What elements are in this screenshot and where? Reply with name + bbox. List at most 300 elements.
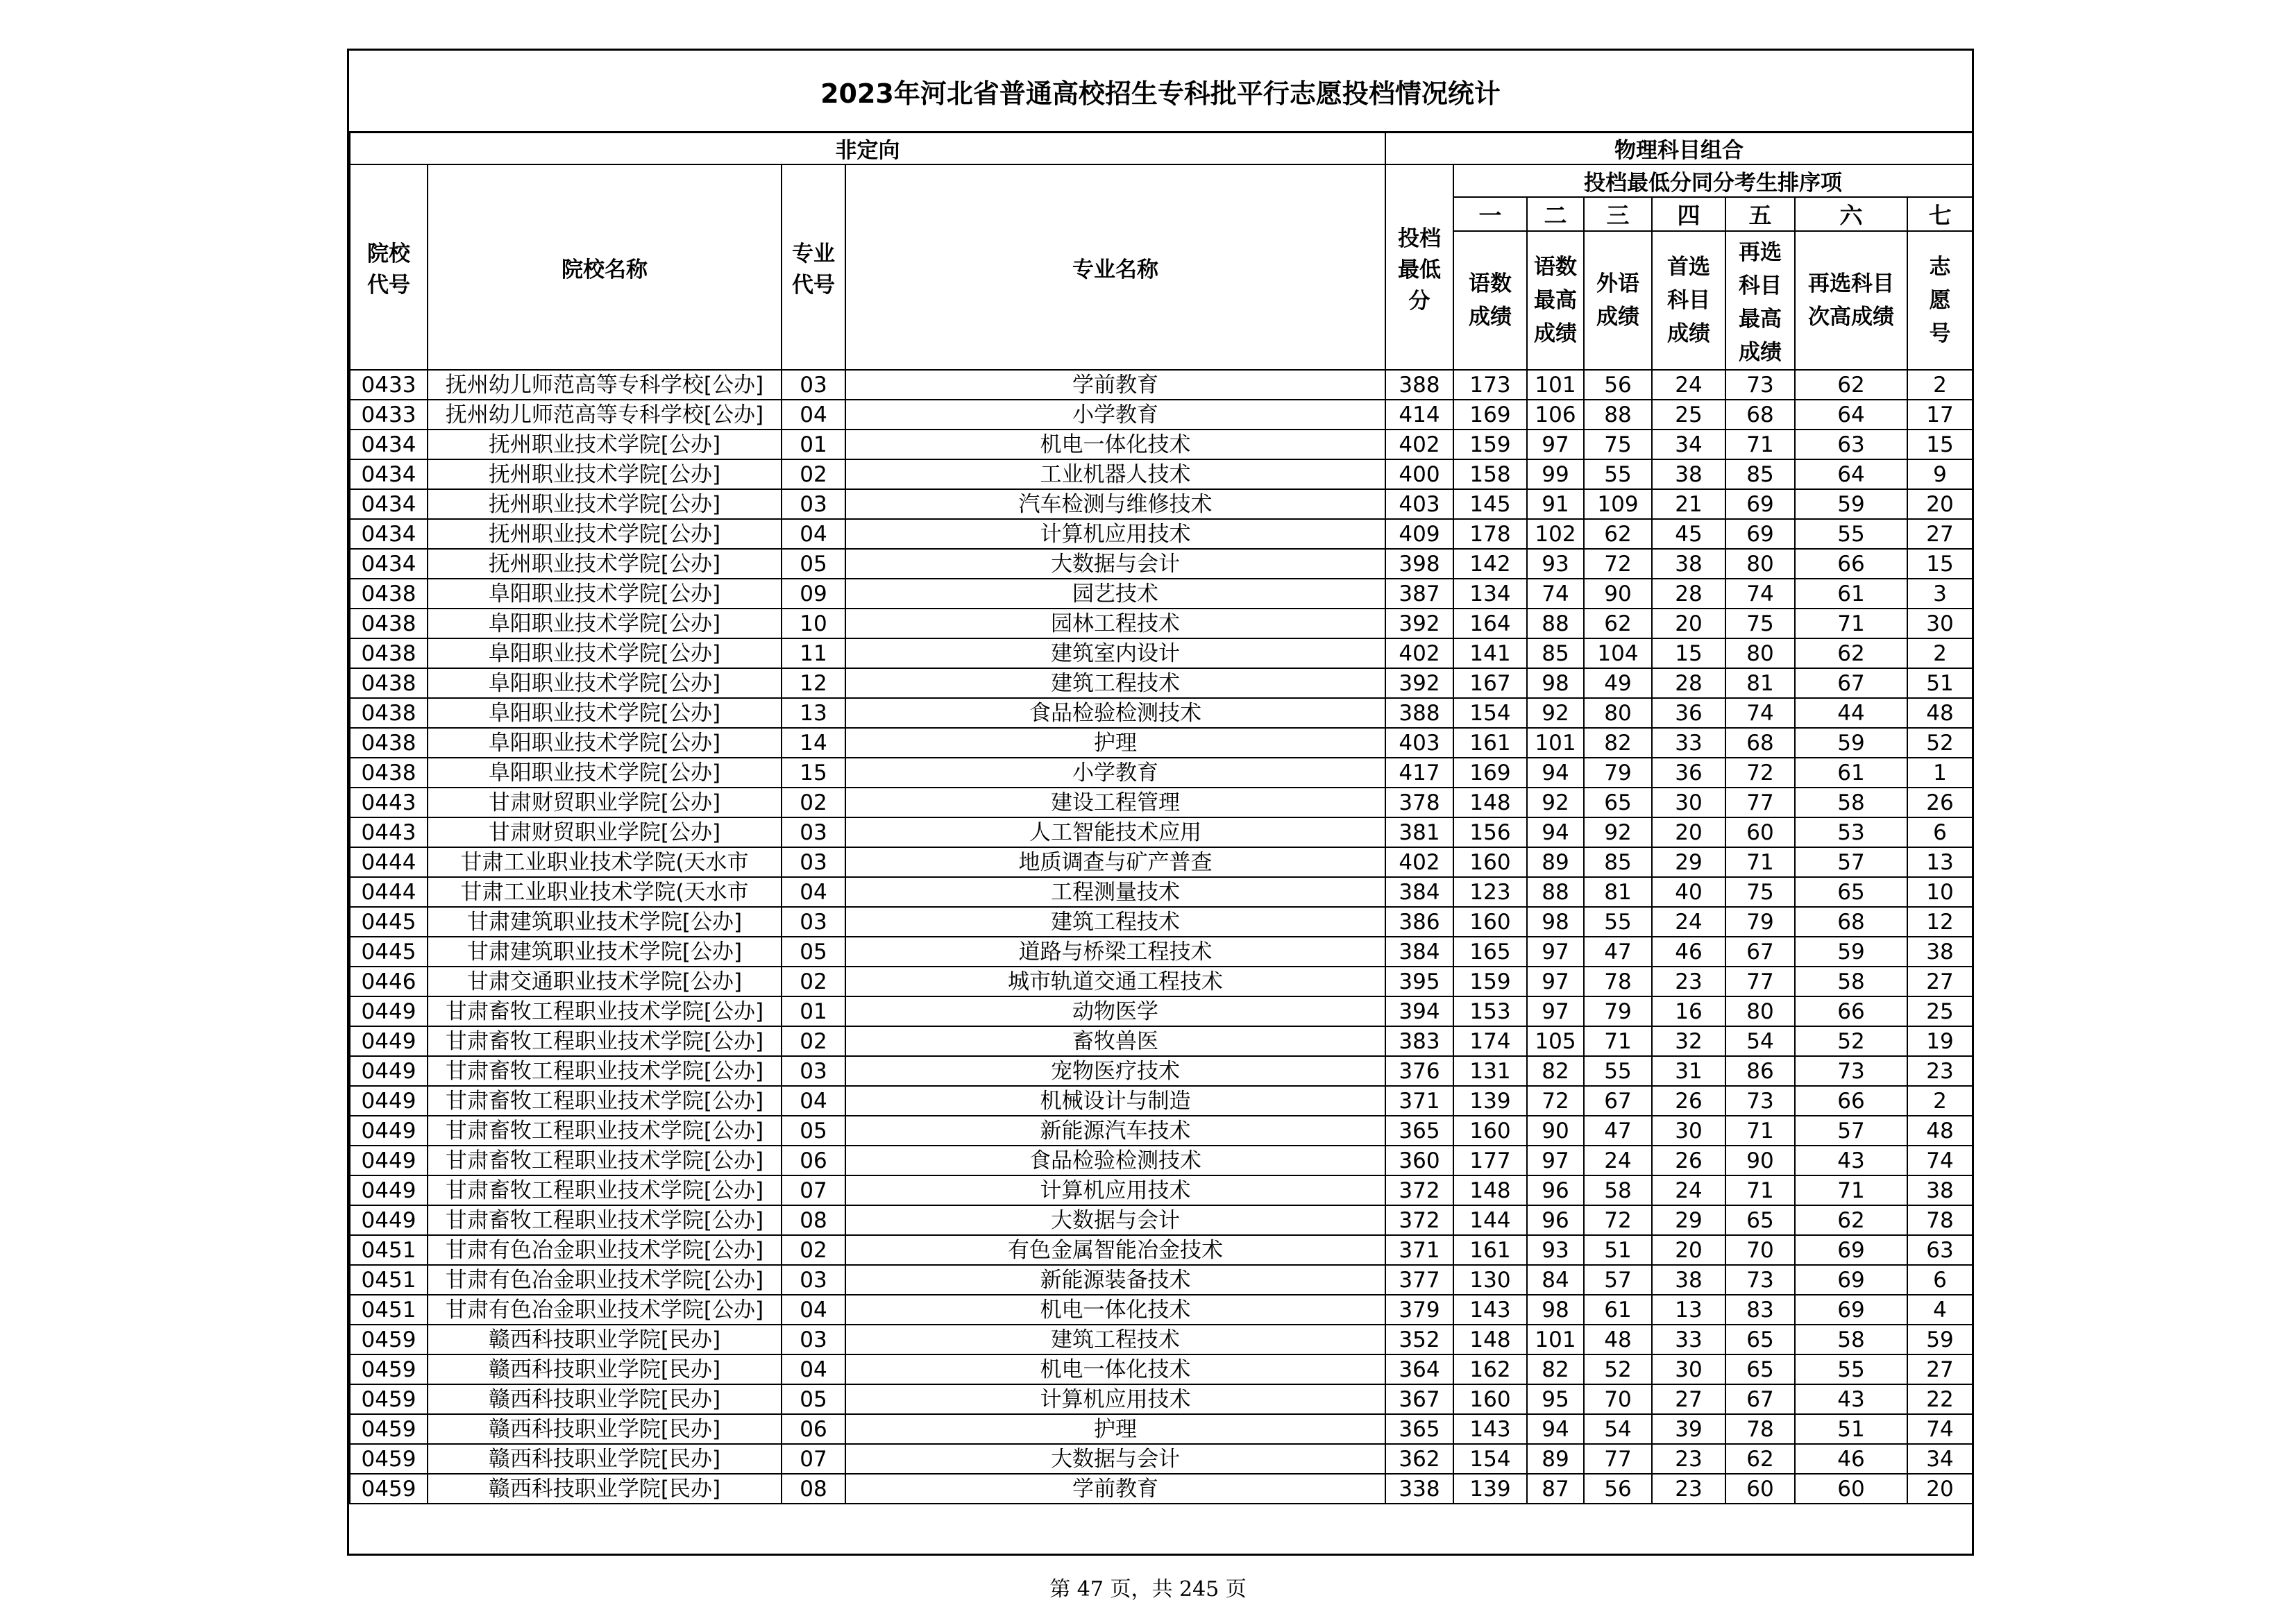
- cell-major-name: 动物医学: [845, 996, 1385, 1026]
- cell-major-name: 机电一体化技术: [845, 1354, 1385, 1384]
- cell-major-code: 12: [782, 668, 845, 698]
- cell-school-name: 甘肃有色冶金职业技术学院[公办]: [428, 1295, 782, 1325]
- cell-school-name: 赣西科技职业学院[民办]: [428, 1414, 782, 1444]
- cell-elective-max: 70: [1725, 1235, 1795, 1265]
- cell-school-code: 0438: [350, 609, 428, 638]
- cell-chinese-math-score: 174: [1453, 1026, 1527, 1056]
- cell-elective-second: 64: [1795, 400, 1907, 430]
- cell-school-name: 赣西科技职业学院[民办]: [428, 1325, 782, 1354]
- cell-major-code: 03: [782, 817, 845, 847]
- cell-major-code: 15: [782, 758, 845, 788]
- cell-chinese-math-score: 161: [1453, 728, 1527, 758]
- cell-elective-max: 68: [1725, 400, 1795, 430]
- cell-preference-number: 15: [1907, 430, 1973, 459]
- cell-chinese-math-score: 153: [1453, 996, 1527, 1026]
- cell-foreign-language: 67: [1584, 1086, 1652, 1116]
- cell-major-name: 建设工程管理: [845, 788, 1385, 817]
- cell-school-code: 0449: [350, 1146, 428, 1175]
- cell-elective-second: 55: [1795, 1354, 1907, 1384]
- cell-first-subject: 20: [1652, 1235, 1725, 1265]
- cell-min-score: 417: [1385, 758, 1453, 788]
- cell-major-name: 宠物医疗技术: [845, 1056, 1385, 1086]
- table-row: [350, 1295, 1973, 1325]
- table-row: [350, 1444, 1973, 1474]
- cell-preference-number: 27: [1907, 519, 1973, 549]
- cell-major-name: 城市轨道交通工程技术: [845, 967, 1385, 996]
- cell-elective-max: 77: [1725, 967, 1795, 996]
- cell-elective-second: 58: [1795, 967, 1907, 996]
- cell-foreign-language: 75: [1584, 430, 1652, 459]
- cell-min-score: 394: [1385, 996, 1453, 1026]
- cell-chinese-math-score: 162: [1453, 1354, 1527, 1384]
- cell-major-code: 03: [782, 1325, 845, 1354]
- cell-chinese-math-score: 160: [1453, 1384, 1527, 1414]
- cell-major-name: 大数据与会计: [845, 1444, 1385, 1474]
- cell-preference-number: 20: [1907, 489, 1973, 519]
- cell-chinese-math-max: 92: [1527, 698, 1584, 728]
- cell-major-code: 03: [782, 370, 845, 400]
- cell-elective-second: 46: [1795, 1444, 1907, 1474]
- cell-chinese-math-max: 101: [1527, 370, 1584, 400]
- cell-foreign-language: 55: [1584, 459, 1652, 489]
- cell-major-name: 建筑工程技术: [845, 1325, 1385, 1354]
- cell-preference-number: 27: [1907, 1354, 1973, 1384]
- cell-school-code: 0438: [350, 758, 428, 788]
- cell-foreign-language: 85: [1584, 847, 1652, 877]
- cell-chinese-math-max: 96: [1527, 1205, 1584, 1235]
- cell-foreign-language: 55: [1584, 1056, 1652, 1086]
- cell-school-name: 抚州幼儿师范高等专科学校[公办]: [428, 400, 782, 430]
- cell-elective-max: 85: [1725, 459, 1795, 489]
- cell-major-code: 14: [782, 728, 845, 758]
- cell-min-score: 372: [1385, 1175, 1453, 1205]
- cell-elective-max: 71: [1725, 1175, 1795, 1205]
- header-school-code: 院校代号: [350, 164, 428, 370]
- cell-school-code: 0438: [350, 668, 428, 698]
- cell-school-name: 阜阳职业技术学院[公办]: [428, 579, 782, 609]
- cell-chinese-math-score: 144: [1453, 1205, 1527, 1235]
- header-major-name: 专业名称: [845, 164, 1385, 370]
- cell-school-code: 0433: [350, 400, 428, 430]
- cell-major-name: 学前教育: [845, 1474, 1385, 1504]
- cell-foreign-language: 90: [1584, 579, 1652, 609]
- cell-preference-number: 19: [1907, 1026, 1973, 1056]
- table-row: [350, 937, 1973, 967]
- cell-major-name: 道路与桥梁工程技术: [845, 937, 1385, 967]
- cell-school-code: 0446: [350, 967, 428, 996]
- cell-preference-number: 1: [1907, 758, 1973, 788]
- cell-preference-number: 74: [1907, 1146, 1973, 1175]
- cell-preference-number: 10: [1907, 877, 1973, 907]
- cell-foreign-language: 51: [1584, 1235, 1652, 1265]
- cell-chinese-math-score: 167: [1453, 668, 1527, 698]
- cell-major-code: 07: [782, 1175, 845, 1205]
- cell-foreign-language: 62: [1584, 519, 1652, 549]
- cell-first-subject: 32: [1652, 1026, 1725, 1056]
- table-row: [350, 1235, 1973, 1265]
- cell-elective-second: 59: [1795, 937, 1907, 967]
- cell-major-name: 汽车检测与维修技术: [845, 489, 1385, 519]
- cell-major-code: 03: [782, 1056, 845, 1086]
- cell-elective-second: 44: [1795, 698, 1907, 728]
- cell-chinese-math-max: 94: [1527, 758, 1584, 788]
- cell-school-name: 阜阳职业技术学院[公办]: [428, 668, 782, 698]
- cell-min-score: 388: [1385, 370, 1453, 400]
- cell-elective-max: 71: [1725, 1116, 1795, 1146]
- table-row: [350, 817, 1973, 847]
- cell-preference-number: 9: [1907, 459, 1973, 489]
- header-order-6: 六: [1795, 197, 1907, 231]
- cell-major-name: 新能源汽车技术: [845, 1116, 1385, 1146]
- table-row: [350, 698, 1973, 728]
- cell-foreign-language: 88: [1584, 400, 1652, 430]
- page-footer: 第 47 页，共 245 页: [1049, 1577, 1247, 1601]
- cell-school-name: 甘肃建筑职业技术学院[公办]: [428, 937, 782, 967]
- cell-chinese-math-max: 101: [1527, 728, 1584, 758]
- cell-school-code: 0434: [350, 519, 428, 549]
- cell-school-name: 抚州幼儿师范高等专科学校[公办]: [428, 370, 782, 400]
- cell-school-code: 0459: [350, 1384, 428, 1414]
- cell-elective-second: 59: [1795, 728, 1907, 758]
- table-row: [350, 400, 1973, 430]
- cell-min-score: 392: [1385, 668, 1453, 698]
- cell-elective-second: 61: [1795, 579, 1907, 609]
- cell-foreign-language: 82: [1584, 728, 1652, 758]
- cell-foreign-language: 61: [1584, 1295, 1652, 1325]
- cell-chinese-math-max: 98: [1527, 907, 1584, 937]
- cell-foreign-language: 57: [1584, 1265, 1652, 1295]
- cell-preference-number: 78: [1907, 1205, 1973, 1235]
- cell-first-subject: 21: [1652, 489, 1725, 519]
- cell-foreign-language: 109: [1584, 489, 1652, 519]
- cell-min-score: 403: [1385, 489, 1453, 519]
- cell-elective-second: 62: [1795, 638, 1907, 668]
- cell-foreign-language: 72: [1584, 549, 1652, 579]
- cell-min-score: 379: [1385, 1295, 1453, 1325]
- cell-first-subject: 30: [1652, 1116, 1725, 1146]
- cell-school-name: 甘肃交通职业技术学院[公办]: [428, 967, 782, 996]
- cell-school-code: 0459: [350, 1325, 428, 1354]
- cell-first-subject: 26: [1652, 1086, 1725, 1116]
- table-row: [350, 1056, 1973, 1086]
- cell-foreign-language: 77: [1584, 1444, 1652, 1474]
- cell-major-code: 08: [782, 1474, 845, 1504]
- cell-min-score: 378: [1385, 788, 1453, 817]
- cell-elective-second: 71: [1795, 1175, 1907, 1205]
- cell-foreign-language: 47: [1584, 937, 1652, 967]
- cell-elective-max: 73: [1725, 370, 1795, 400]
- cell-min-score: 414: [1385, 400, 1453, 430]
- cell-chinese-math-score: 130: [1453, 1265, 1527, 1295]
- table-body: [350, 370, 1973, 1504]
- cell-school-code: 0449: [350, 1056, 428, 1086]
- cell-chinese-math-max: 90: [1527, 1116, 1584, 1146]
- cell-first-subject: 29: [1652, 847, 1725, 877]
- cell-chinese-math-score: 142: [1453, 549, 1527, 579]
- cell-elective-second: 69: [1795, 1265, 1907, 1295]
- cell-elective-max: 73: [1725, 1086, 1795, 1116]
- cell-school-code: 0449: [350, 1175, 428, 1205]
- cell-elective-max: 71: [1725, 847, 1795, 877]
- cell-first-subject: 33: [1652, 1325, 1725, 1354]
- cell-chinese-math-max: 82: [1527, 1056, 1584, 1086]
- header-first-subject: 首选科目成绩: [1652, 231, 1725, 370]
- cell-first-subject: 15: [1652, 638, 1725, 668]
- cell-preference-number: 22: [1907, 1384, 1973, 1414]
- table-row: [350, 758, 1973, 788]
- cell-elective-second: 67: [1795, 668, 1907, 698]
- cell-min-score: 402: [1385, 638, 1453, 668]
- cell-elective-second: 66: [1795, 1086, 1907, 1116]
- table-row: [350, 1474, 1973, 1504]
- cell-school-name: 抚州职业技术学院[公办]: [428, 430, 782, 459]
- cell-min-score: 409: [1385, 519, 1453, 549]
- header-order-5: 五: [1725, 197, 1795, 231]
- cell-chinese-math-max: 105: [1527, 1026, 1584, 1056]
- cell-preference-number: 13: [1907, 847, 1973, 877]
- cell-school-code: 0449: [350, 1086, 428, 1116]
- cell-preference-number: 6: [1907, 1265, 1973, 1295]
- cell-first-subject: 29: [1652, 1205, 1725, 1235]
- cell-school-code: 0449: [350, 1205, 428, 1235]
- cell-min-score: 381: [1385, 817, 1453, 847]
- cell-first-subject: 24: [1652, 907, 1725, 937]
- cell-major-code: 06: [782, 1146, 845, 1175]
- cell-chinese-math-max: 74: [1527, 579, 1584, 609]
- cell-preference-number: 15: [1907, 549, 1973, 579]
- cell-preference-number: 48: [1907, 698, 1973, 728]
- cell-school-name: 赣西科技职业学院[民办]: [428, 1474, 782, 1504]
- header-order-4: 四: [1652, 197, 1725, 231]
- cell-school-name: 阜阳职业技术学院[公办]: [428, 758, 782, 788]
- cell-major-name: 机电一体化技术: [845, 1295, 1385, 1325]
- cell-major-code: 10: [782, 609, 845, 638]
- cell-elective-max: 69: [1725, 489, 1795, 519]
- cell-elective-max: 54: [1725, 1026, 1795, 1056]
- cell-min-score: 384: [1385, 877, 1453, 907]
- cell-preference-number: 6: [1907, 817, 1973, 847]
- cell-school-name: 赣西科技职业学院[民办]: [428, 1444, 782, 1474]
- cell-min-score: 365: [1385, 1116, 1453, 1146]
- cell-first-subject: 20: [1652, 817, 1725, 847]
- cell-chinese-math-score: 143: [1453, 1414, 1527, 1444]
- cell-major-code: 04: [782, 519, 845, 549]
- cell-elective-second: 43: [1795, 1384, 1907, 1414]
- cell-first-subject: 25: [1652, 400, 1725, 430]
- header-order-3: 三: [1584, 197, 1652, 231]
- cell-elective-max: 80: [1725, 996, 1795, 1026]
- cell-school-name: 甘肃畜牧工程职业技术学院[公办]: [428, 1146, 782, 1175]
- cell-first-subject: 23: [1652, 1444, 1725, 1474]
- cell-school-name: 抚州职业技术学院[公办]: [428, 519, 782, 549]
- cell-school-name: 甘肃有色冶金职业技术学院[公办]: [428, 1235, 782, 1265]
- table-row: [350, 370, 1973, 400]
- cell-school-code: 0444: [350, 877, 428, 907]
- cell-chinese-math-score: 160: [1453, 907, 1527, 937]
- cell-chinese-math-score: 159: [1453, 967, 1527, 996]
- table-row: [350, 549, 1973, 579]
- cell-preference-number: 38: [1907, 1175, 1973, 1205]
- cell-elective-second: 66: [1795, 549, 1907, 579]
- cell-major-name: 护理: [845, 1414, 1385, 1444]
- cell-foreign-language: 81: [1584, 877, 1652, 907]
- cell-elective-max: 67: [1725, 937, 1795, 967]
- cell-chinese-math-max: 88: [1527, 609, 1584, 638]
- cell-chinese-math-max: 95: [1527, 1384, 1584, 1414]
- cell-first-subject: 23: [1652, 1474, 1725, 1504]
- cell-chinese-math-score: 161: [1453, 1235, 1527, 1265]
- cell-preference-number: 51: [1907, 668, 1973, 698]
- cell-major-code: 08: [782, 1205, 845, 1235]
- cell-chinese-math-score: 139: [1453, 1474, 1527, 1504]
- cell-major-code: 04: [782, 1295, 845, 1325]
- cell-school-code: 0445: [350, 937, 428, 967]
- cell-elective-max: 75: [1725, 609, 1795, 638]
- cell-first-subject: 28: [1652, 579, 1725, 609]
- cell-foreign-language: 52: [1584, 1354, 1652, 1384]
- cell-chinese-math-max: 92: [1527, 788, 1584, 817]
- cell-major-name: 人工智能技术应用: [845, 817, 1385, 847]
- cell-major-name: 机械设计与制造: [845, 1086, 1385, 1116]
- cell-chinese-math-score: 143: [1453, 1295, 1527, 1325]
- cell-chinese-math-max: 106: [1527, 400, 1584, 430]
- cell-school-name: 赣西科技职业学院[民办]: [428, 1354, 782, 1384]
- cell-first-subject: 38: [1652, 1265, 1725, 1295]
- cell-preference-number: 52: [1907, 728, 1973, 758]
- cell-foreign-language: 70: [1584, 1384, 1652, 1414]
- cell-major-name: 建筑工程技术: [845, 907, 1385, 937]
- cell-major-code: 09: [782, 579, 845, 609]
- cell-foreign-language: 24: [1584, 1146, 1652, 1175]
- cell-chinese-math-max: 98: [1527, 1295, 1584, 1325]
- cell-major-code: 07: [782, 1444, 845, 1474]
- cell-school-code: 0434: [350, 430, 428, 459]
- cell-chinese-math-max: 87: [1527, 1474, 1584, 1504]
- cell-elective-second: 63: [1795, 430, 1907, 459]
- cell-major-name: 护理: [845, 728, 1385, 758]
- cell-foreign-language: 80: [1584, 698, 1652, 728]
- table-row: [350, 877, 1973, 907]
- cell-school-name: 阜阳职业技术学院[公办]: [428, 728, 782, 758]
- table-row: [350, 489, 1973, 519]
- cell-chinese-math-max: 94: [1527, 1414, 1584, 1444]
- cell-min-score: 395: [1385, 967, 1453, 996]
- cell-elective-max: 65: [1725, 1354, 1795, 1384]
- cell-preference-number: 25: [1907, 996, 1973, 1026]
- cell-chinese-math-score: 165: [1453, 937, 1527, 967]
- cell-foreign-language: 72: [1584, 1205, 1652, 1235]
- cell-elective-second: 68: [1795, 907, 1907, 937]
- table-row: [350, 1354, 1973, 1384]
- cell-preference-number: 48: [1907, 1116, 1973, 1146]
- cell-school-name: 阜阳职业技术学院[公办]: [428, 698, 782, 728]
- cell-major-name: 地质调查与矿产普查: [845, 847, 1385, 877]
- cell-preference-number: 3: [1907, 579, 1973, 609]
- table-row: [350, 1325, 1973, 1354]
- table-row: [350, 609, 1973, 638]
- cell-first-subject: 13: [1652, 1295, 1725, 1325]
- cell-elective-second: 65: [1795, 877, 1907, 907]
- table-row: [350, 1384, 1973, 1414]
- cell-major-name: 有色金属智能冶金技术: [845, 1235, 1385, 1265]
- cell-min-score: 376: [1385, 1056, 1453, 1086]
- cell-chinese-math-max: 93: [1527, 549, 1584, 579]
- cell-school-name: 甘肃有色冶金职业技术学院[公办]: [428, 1265, 782, 1295]
- cell-chinese-math-score: 134: [1453, 579, 1527, 609]
- cell-preference-number: 38: [1907, 937, 1973, 967]
- cell-foreign-language: 79: [1584, 996, 1652, 1026]
- cell-elective-max: 60: [1725, 1474, 1795, 1504]
- cell-foreign-language: 78: [1584, 967, 1652, 996]
- cell-elective-max: 65: [1725, 1325, 1795, 1354]
- cell-foreign-language: 79: [1584, 758, 1652, 788]
- cell-first-subject: 39: [1652, 1414, 1725, 1444]
- cell-chinese-math-max: 91: [1527, 489, 1584, 519]
- cell-elective-max: 71: [1725, 430, 1795, 459]
- cell-major-code: 05: [782, 549, 845, 579]
- cell-elective-max: 80: [1725, 638, 1795, 668]
- cell-preference-number: 2: [1907, 1086, 1973, 1116]
- table-row: [350, 1146, 1973, 1175]
- cell-school-code: 0451: [350, 1295, 428, 1325]
- cell-chinese-math-max: 72: [1527, 1086, 1584, 1116]
- cell-major-code: 02: [782, 459, 845, 489]
- cell-school-code: 0434: [350, 489, 428, 519]
- cell-elective-second: 53: [1795, 817, 1907, 847]
- cell-foreign-language: 62: [1584, 609, 1652, 638]
- cell-chinese-math-max: 89: [1527, 847, 1584, 877]
- cell-elective-second: 62: [1795, 1205, 1907, 1235]
- cell-elective-max: 74: [1725, 579, 1795, 609]
- cell-elective-second: 66: [1795, 996, 1907, 1026]
- table-row: [350, 1086, 1973, 1116]
- cell-chinese-math-score: 160: [1453, 847, 1527, 877]
- table-row: [350, 1205, 1973, 1235]
- cell-min-score: 372: [1385, 1205, 1453, 1235]
- cell-elective-max: 86: [1725, 1056, 1795, 1086]
- cell-major-code: 02: [782, 788, 845, 817]
- cell-preference-number: 27: [1907, 967, 1973, 996]
- cell-min-score: 362: [1385, 1444, 1453, 1474]
- cell-elective-max: 65: [1725, 1205, 1795, 1235]
- cell-chinese-math-max: 89: [1527, 1444, 1584, 1474]
- cell-elective-second: 61: [1795, 758, 1907, 788]
- cell-min-score: 402: [1385, 430, 1453, 459]
- cell-chinese-math-score: 173: [1453, 370, 1527, 400]
- cell-elective-max: 74: [1725, 698, 1795, 728]
- cell-first-subject: 23: [1652, 967, 1725, 996]
- header-elective-max: 再选科目最高成绩: [1725, 231, 1795, 370]
- cell-min-score: 398: [1385, 549, 1453, 579]
- cell-school-code: 0459: [350, 1444, 428, 1474]
- cell-school-code: 0438: [350, 728, 428, 758]
- table-row: [350, 996, 1973, 1026]
- cell-min-score: 403: [1385, 728, 1453, 758]
- cell-chinese-math-max: 98: [1527, 668, 1584, 698]
- report-sheet: [347, 49, 1974, 1556]
- cell-major-name: 工业机器人技术: [845, 459, 1385, 489]
- cell-first-subject: 38: [1652, 549, 1725, 579]
- cell-major-name: 新能源装备技术: [845, 1265, 1385, 1295]
- cell-chinese-math-score: 123: [1453, 877, 1527, 907]
- header-tiebreak-title: 投档最低分同分考生排序项: [1453, 164, 1973, 197]
- cell-chinese-math-score: 169: [1453, 758, 1527, 788]
- cell-chinese-math-score: 160: [1453, 1116, 1527, 1146]
- cell-elective-second: 43: [1795, 1146, 1907, 1175]
- table-row: [350, 638, 1973, 668]
- cell-chinese-math-max: 97: [1527, 430, 1584, 459]
- cell-first-subject: 27: [1652, 1384, 1725, 1414]
